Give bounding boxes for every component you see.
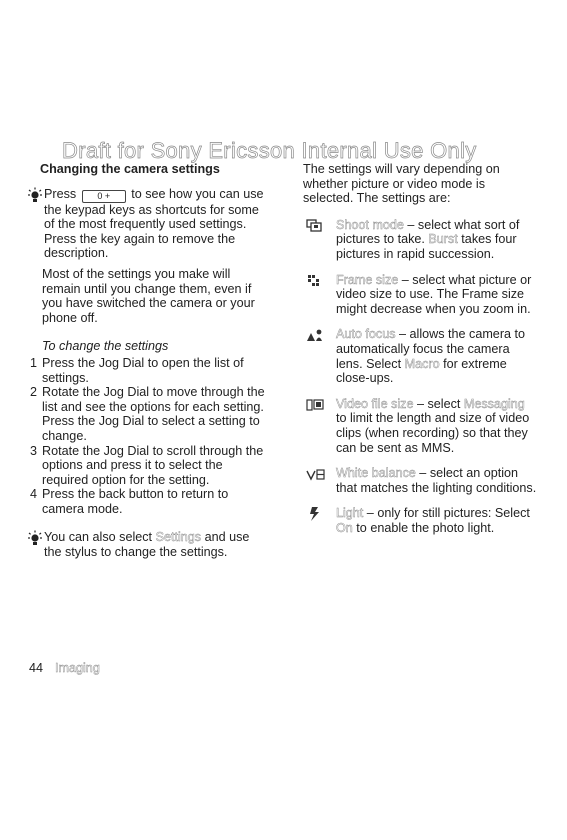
step-item — [30, 487, 270, 516]
setting-video-file-size — [303, 397, 538, 455]
setting-option: Macro — [404, 356, 440, 371]
step-item — [30, 444, 270, 488]
step-text: Press the Jog Dial to open the list of settings. — [42, 355, 244, 385]
page-footer — [29, 661, 100, 675]
setting-term: White balance — [336, 466, 416, 481]
left-column — [30, 162, 270, 560]
setting-shoot-mode — [303, 218, 538, 262]
step-number: 1 — [30, 355, 38, 370]
white-balance-icon — [306, 467, 326, 481]
tip-text-before: You can also select — [44, 530, 153, 545]
step-text: Rotate the Jog Dial to move through the list and see the options for each setting. Press the Jog Dial to select a setting to change. — [42, 385, 265, 443]
settings-intro: The settings will vary depending on whether picture or video mode is selected. The settings are: — [303, 162, 500, 206]
settings-term: Settings — [155, 530, 202, 545]
setting-term: Frame size — [336, 272, 399, 287]
tip-lightbulb-icon — [28, 187, 42, 211]
setting-desc: – allows the camera to automatically focus the camera lens. Select — [336, 327, 526, 371]
setting-desc: to enable the photo light. — [352, 520, 495, 535]
step-list — [30, 356, 270, 517]
draft-watermark: Draft for Sony Ericsson Internal Use Only — [62, 138, 477, 163]
frame-size-icon — [306, 274, 326, 288]
setting-term: Light — [336, 506, 364, 521]
tip-stylus — [30, 530, 270, 559]
step-item — [30, 356, 270, 385]
setting-option: Messaging — [463, 396, 525, 411]
setting-option: On — [336, 520, 353, 535]
tip-text-after: to see how you can use the keypad keys as shortcuts for some of the most frequently used settings. Press the key again to remove the description. — [44, 186, 264, 261]
camera-key-icon: 0 + — [82, 190, 126, 203]
tip-lightbulb-icon — [28, 530, 42, 554]
setting-white-balance — [303, 466, 538, 495]
setting-desc: – select an option that matches the lighting conditions. — [336, 466, 537, 495]
setting-term: Shoot mode — [336, 217, 404, 232]
setting-light — [303, 506, 538, 535]
setting-auto-focus — [303, 327, 538, 385]
subheading: To change the settings — [42, 339, 169, 354]
shoot-mode-icon — [306, 219, 326, 233]
video-file-size-icon — [306, 398, 326, 412]
setting-desc: – only for still pictures: Select — [363, 506, 530, 521]
setting-term: Video file size — [336, 396, 414, 411]
section-heading: Changing the camera settings — [40, 162, 220, 176]
setting-desc: takes four pictures in rapid succession. — [336, 232, 517, 261]
footer-section-name: Imaging — [55, 661, 100, 675]
setting-desc: – select what sort of pictures to take. — [336, 217, 520, 247]
setting-desc: for extreme close-ups. — [336, 356, 507, 386]
setting-desc: – select — [413, 396, 464, 411]
right-column — [303, 162, 538, 546]
step-text: Press the back button to return to camera mode. — [42, 487, 229, 516]
page-number: 44 — [29, 661, 44, 675]
auto-focus-icon — [306, 328, 326, 342]
light-icon — [306, 507, 326, 521]
step-item — [30, 385, 270, 443]
setting-desc: to limit the length and size of video clips (when recording) so that they can be sent as MMS. — [336, 411, 530, 455]
step-number: 4 — [30, 487, 38, 502]
settings-persist-paragraph: Most of the settings you make will remain until you change them, even if you have switched the camera or your phone off. — [42, 266, 255, 325]
setting-desc: – select what picture or video size to use. The Frame size might decrease when you zoom in. — [336, 272, 532, 316]
step-number: 2 — [30, 385, 38, 400]
setting-term: Auto focus — [336, 327, 396, 342]
step-number: 3 — [30, 443, 38, 458]
step-text: Rotate the Jog Dial to scroll through the options and press it to select the required option for the setting. — [42, 443, 264, 487]
tip-text-after: and use the stylus to change the settings. — [44, 530, 250, 560]
tip-keypad-shortcuts — [30, 187, 270, 261]
tip-text-before: Press — [44, 186, 77, 201]
setting-option: Burst — [428, 232, 458, 247]
setting-frame-size — [303, 273, 538, 317]
